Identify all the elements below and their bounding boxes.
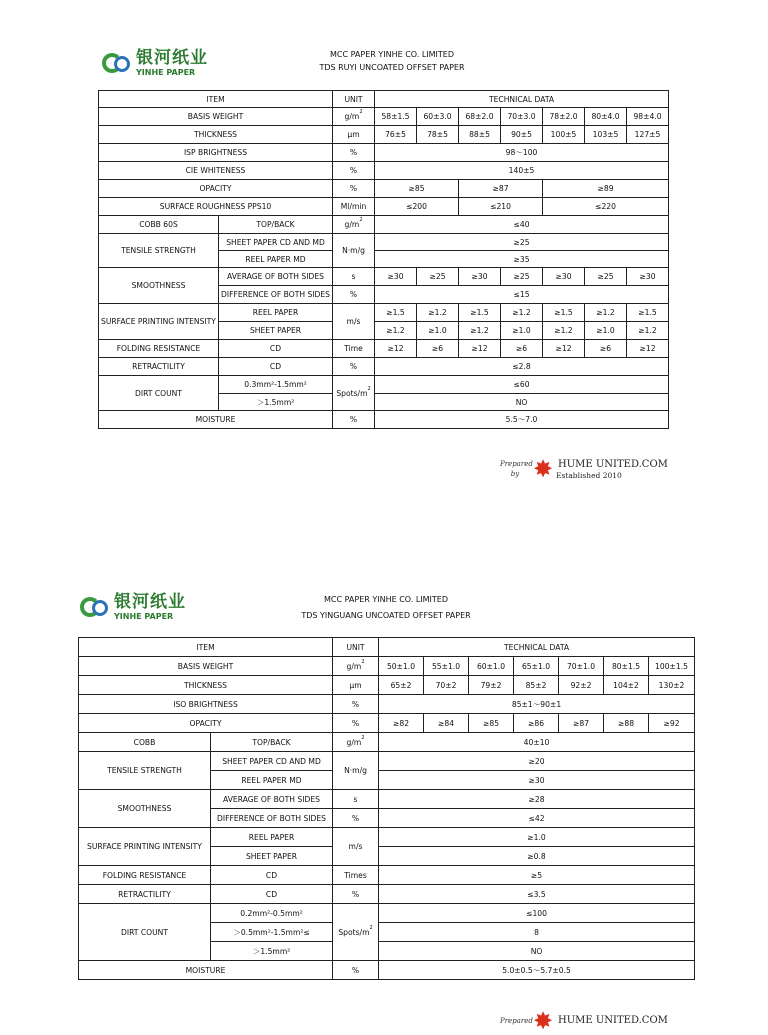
sub-label: REEL PAPER xyxy=(219,304,333,322)
unit-cell: % xyxy=(333,809,379,828)
row-label: COBB 60S xyxy=(99,216,219,234)
doc1-company: MCC PAPER YINHE CO. LIMITED xyxy=(329,50,455,59)
unit-cell: $g/m^2$ xyxy=(333,216,375,234)
unit-cell: Times xyxy=(333,866,379,885)
sub-label: CD xyxy=(211,885,333,904)
unit-cell: Spots/$m^2$ xyxy=(333,904,379,961)
value-cell: ≥87 xyxy=(559,714,604,733)
table-row xyxy=(99,91,669,108)
value-cell: ≥30 xyxy=(627,268,669,286)
value-cell: 50±1.0 xyxy=(379,657,424,676)
value-cell: ≥25 xyxy=(501,268,543,286)
value-cell: ≥28 xyxy=(379,790,695,809)
unit-cell: % xyxy=(333,411,375,429)
value-cell: ≥0.8 xyxy=(379,847,695,866)
unit-cell: $g/m^2$ xyxy=(333,733,379,752)
value-cell: ≥6 xyxy=(585,340,627,358)
value-cell: 78±2.0 xyxy=(543,108,585,126)
value-cell: ≤60 xyxy=(375,376,669,394)
value-cell: ≥1.0 xyxy=(417,322,459,340)
prepared-established: Established 2010 xyxy=(556,470,622,480)
value-cell: ≤42 xyxy=(379,809,695,828)
table-row xyxy=(79,657,695,676)
value-cell: 60±3.0 xyxy=(417,108,459,126)
value-cell: 70±1.0 xyxy=(559,657,604,676)
header-technical-data: TECHNICAL DATA xyxy=(375,91,669,108)
value-cell: 76±5 xyxy=(375,126,417,144)
prepared-company: HUME UNITED.COM xyxy=(558,458,668,470)
row-label: RETRACTILITY xyxy=(99,358,219,376)
table-row xyxy=(99,411,669,429)
table-row xyxy=(79,676,695,695)
row-label: SURFACE ROUGHNESS PPS10 xyxy=(99,198,333,216)
unit-cell: m/s xyxy=(333,828,379,866)
value-cell: 78±5 xyxy=(417,126,459,144)
logo-english-name: YINHE PAPER xyxy=(114,612,174,621)
value-cell: ≥25 xyxy=(375,234,669,251)
maple-leaf-icon: ✸ xyxy=(532,1007,554,1035)
table-row xyxy=(79,733,695,752)
unit-cell: μm xyxy=(333,676,379,695)
value-cell: 140±5 xyxy=(375,162,669,180)
doc2-header xyxy=(2,592,768,624)
doc1-title: TDS RUYI UNCOATED OFFSET PAPER xyxy=(319,63,465,72)
header-item: ITEM xyxy=(99,91,333,108)
table-row xyxy=(99,234,669,251)
header-unit: UNIT xyxy=(333,91,375,108)
table-row xyxy=(79,828,695,847)
table-row xyxy=(99,180,669,198)
value-cell: 85±1～90±1 xyxy=(379,695,695,714)
header-technical-data: TECHNICAL DATA xyxy=(379,638,695,657)
value-cell: ≥1.2 xyxy=(375,322,417,340)
row-label: DIRT COUNT xyxy=(99,376,219,411)
value-cell: 8 xyxy=(379,923,695,942)
sub-label: 0.3mm²-1.5mm² xyxy=(219,376,333,394)
unit-cell: s xyxy=(333,790,379,809)
value-cell: ≤200 xyxy=(375,198,459,216)
value-cell: ≥1.2 xyxy=(417,304,459,322)
value-cell: 5.5～7.0 xyxy=(375,411,669,429)
value-cell: ≥1.5 xyxy=(459,304,501,322)
value-cell: 90±5 xyxy=(501,126,543,144)
value-cell: ≤2.8 xyxy=(375,358,669,376)
value-cell: NO xyxy=(379,942,695,961)
value-cell: 70±2 xyxy=(424,676,469,695)
value-cell: 127±5 xyxy=(627,126,669,144)
table-row xyxy=(79,752,695,771)
table-row xyxy=(79,790,695,809)
value-cell: ≤210 xyxy=(459,198,543,216)
by-label: by xyxy=(510,470,520,478)
row-label: TENSILE STRENGTH xyxy=(99,234,219,268)
doc2-spec-table xyxy=(78,637,695,980)
value-cell: ≥25 xyxy=(417,268,459,286)
doc2-company: MCC PAPER YINHE CO. LIMITED xyxy=(323,595,449,604)
row-label: ISP BRIGHTNESS xyxy=(99,144,333,162)
value-cell: ≥20 xyxy=(379,752,695,771)
unit-cell: $g/m^2$ xyxy=(333,657,379,676)
row-label: COBB xyxy=(79,733,211,752)
value-cell: ≥1.2 xyxy=(459,322,501,340)
value-cell: ≥84 xyxy=(424,714,469,733)
value-cell: 60±1.0 xyxy=(469,657,514,676)
value-cell: ≥1.2 xyxy=(543,322,585,340)
value-cell: ≤15 xyxy=(375,286,669,304)
unit-cell: % xyxy=(333,961,379,980)
logo-chinese-name: 银河纸业 xyxy=(136,48,208,68)
value-cell: 100±5 xyxy=(543,126,585,144)
value-cell: ≤100 xyxy=(379,904,695,923)
value-cell: ≥5 xyxy=(379,866,695,885)
value-cell: 100±1.5 xyxy=(649,657,695,676)
row-label: MOISTURE xyxy=(99,411,333,429)
value-cell: 65±2 xyxy=(379,676,424,695)
row-label: MOISTURE xyxy=(79,961,333,980)
table-row xyxy=(99,268,669,286)
header-item: ITEM xyxy=(79,638,333,657)
value-cell: ≥82 xyxy=(379,714,424,733)
row-label: THICKNESS xyxy=(79,676,333,695)
sub-label: AVERAGE OF BOTH SIDES xyxy=(219,268,333,286)
table-row xyxy=(79,885,695,904)
value-cell: ≥89 xyxy=(543,180,669,198)
sub-label: ＞1.5mm² xyxy=(211,942,333,961)
sub-label: SHEET PAPER xyxy=(211,847,333,866)
value-cell: ≥30 xyxy=(375,268,417,286)
value-cell: ≤220 xyxy=(543,198,669,216)
value-cell: ≥1.2 xyxy=(627,322,669,340)
sub-label: SHEET PAPER xyxy=(219,322,333,340)
value-cell: ≥6 xyxy=(417,340,459,358)
doc1-spec-table xyxy=(98,90,669,429)
value-cell: 79±2 xyxy=(469,676,514,695)
value-cell: NO xyxy=(375,394,669,411)
row-label: OPACITY xyxy=(79,714,333,733)
table-row xyxy=(79,638,695,657)
table-row xyxy=(99,358,669,376)
prepared-label: Prepared xyxy=(500,460,533,468)
unit-cell: % xyxy=(333,885,379,904)
table-row xyxy=(99,144,669,162)
value-cell: 58±1.5 xyxy=(375,108,417,126)
sub-label: REEL PAPER MD xyxy=(211,771,333,790)
doc2-title: TDS YINGUANG UNCOATED OFFSET PAPER xyxy=(301,611,471,620)
sub-label: 0.2mm²-0.5mm² xyxy=(211,904,333,923)
row-label: SMOOTHNESS xyxy=(79,790,211,828)
sub-label: CD xyxy=(219,358,333,376)
row-label: ISO BRIGHTNESS xyxy=(79,695,333,714)
prepared-company: HUME UNITED.COM xyxy=(558,1015,668,1026)
table-row xyxy=(79,695,695,714)
table-row xyxy=(99,340,669,358)
value-cell: ≥87 xyxy=(459,180,543,198)
row-label: THICKNESS xyxy=(99,126,333,144)
value-cell: 92±2 xyxy=(559,676,604,695)
value-cell: 80±4.0 xyxy=(585,108,627,126)
value-cell: ≥1.5 xyxy=(627,304,669,322)
value-cell: ≥12 xyxy=(543,340,585,358)
table-row xyxy=(99,198,669,216)
table-row xyxy=(99,304,669,322)
unit-cell: Spots/$m^2$ xyxy=(333,376,375,411)
row-label: SURFACE PRINTING INTENSITY xyxy=(79,828,211,866)
value-cell: ≤3.5 xyxy=(379,885,695,904)
value-cell: ≥12 xyxy=(459,340,501,358)
row-label: BASIS WEIGHT xyxy=(79,657,333,676)
table-row xyxy=(99,162,669,180)
value-cell: 68±2.0 xyxy=(459,108,501,126)
value-cell: ≥12 xyxy=(627,340,669,358)
unit-cell: % xyxy=(333,286,375,304)
unit-cell: % xyxy=(333,162,375,180)
unit-cell: $g/m^2$ xyxy=(333,108,375,126)
value-cell: 55±1.0 xyxy=(424,657,469,676)
value-cell: 98～100 xyxy=(375,144,669,162)
table-row xyxy=(79,714,695,733)
value-cell: ≥85 xyxy=(375,180,459,198)
row-label: FOLDING RESISTANCE xyxy=(79,866,211,885)
doc1-header xyxy=(8,48,768,74)
row-label: CIE WHITENESS xyxy=(99,162,333,180)
table-row xyxy=(99,126,669,144)
table-row xyxy=(99,108,669,126)
value-cell: ≥30 xyxy=(459,268,501,286)
sub-label: TOP/BACK xyxy=(219,216,333,234)
unit-cell: % xyxy=(333,358,375,376)
value-cell: ≥6 xyxy=(501,340,543,358)
value-cell: ≥1.0 xyxy=(379,828,695,847)
row-label: TENSILE STRENGTH xyxy=(79,752,211,790)
table-row xyxy=(79,961,695,980)
value-cell: 103±5 xyxy=(585,126,627,144)
row-label: FOLDING RESISTANCE xyxy=(99,340,219,358)
value-cell: ≥86 xyxy=(514,714,559,733)
value-cell: ≥85 xyxy=(469,714,514,733)
value-cell: 104±2 xyxy=(604,676,649,695)
sub-label: SHEET PAPER CD AND MD xyxy=(211,752,333,771)
sub-label: CD xyxy=(219,340,333,358)
value-cell: ≥1.2 xyxy=(501,304,543,322)
value-cell: ≥88 xyxy=(604,714,649,733)
sub-label: REEL PAPER xyxy=(211,828,333,847)
sub-label: AVERAGE OF BOTH SIDES xyxy=(211,790,333,809)
row-label: BASIS WEIGHT xyxy=(99,108,333,126)
value-cell: 65±1.0 xyxy=(514,657,559,676)
table-row xyxy=(79,904,695,923)
prepared-by-stamp xyxy=(500,456,668,482)
unit-cell: % xyxy=(333,180,375,198)
sub-label: DIFFERENCE OF BOTH SIDES xyxy=(211,809,333,828)
value-cell: ≥1.5 xyxy=(375,304,417,322)
value-cell: 80±1.5 xyxy=(604,657,649,676)
table-row xyxy=(99,376,669,394)
prepared-label: Prepared xyxy=(500,1017,533,1025)
value-cell: ≥1.0 xyxy=(585,322,627,340)
sub-label: ＞0.5mm²-1.5mm²≤ xyxy=(211,923,333,942)
sub-label: REEL PAPER MD xyxy=(219,251,333,268)
value-cell: 130±2 xyxy=(649,676,695,695)
unit-cell: μm xyxy=(333,126,375,144)
value-cell: 40±10 xyxy=(379,733,695,752)
maple-leaf-icon: ✸ xyxy=(532,455,554,483)
sub-label: DIFFERENCE OF BOTH SIDES xyxy=(219,286,333,304)
logo-chinese-name: 银河纸业 xyxy=(114,592,186,612)
prepared-by-stamp xyxy=(500,1008,668,1034)
unit-cell: % xyxy=(333,144,375,162)
unit-cell: N·m/g xyxy=(333,752,379,790)
value-cell: ≥25 xyxy=(585,268,627,286)
value-cell: ≥30 xyxy=(379,771,695,790)
value-cell: ≥1.2 xyxy=(585,304,627,322)
value-cell: ≥92 xyxy=(649,714,695,733)
value-cell: ≥12 xyxy=(375,340,417,358)
unit-cell: Ml/min xyxy=(333,198,375,216)
row-label: DIRT COUNT xyxy=(79,904,211,961)
logo-english-name: YINHE PAPER xyxy=(136,68,196,77)
unit-cell: Time xyxy=(333,340,375,358)
table-row xyxy=(79,866,695,885)
unit-cell: s xyxy=(333,268,375,286)
unit-cell: % xyxy=(333,695,379,714)
value-cell: 88±5 xyxy=(459,126,501,144)
sub-label: SHEET PAPER CD AND MD xyxy=(219,234,333,251)
row-label: SMOOTHNESS xyxy=(99,268,219,304)
value-cell: 85±2 xyxy=(514,676,559,695)
value-cell: 70±3.0 xyxy=(501,108,543,126)
table-row xyxy=(99,216,669,234)
unit-cell: % xyxy=(333,714,379,733)
value-cell: ≥1.0 xyxy=(501,322,543,340)
value-cell: 5.0±0.5～5.7±0.5 xyxy=(379,961,695,980)
value-cell: ≥30 xyxy=(543,268,585,286)
row-label: OPACITY xyxy=(99,180,333,198)
row-label: SURFACE PRINTING INTENSITY xyxy=(99,304,219,340)
value-cell: ≥35 xyxy=(375,251,669,268)
value-cell: ≤40 xyxy=(375,216,669,234)
unit-cell: m/s xyxy=(333,304,375,340)
sub-label: TOP/BACK xyxy=(211,733,333,752)
row-label: RETRACTILITY xyxy=(79,885,211,904)
unit-cell: N·m/g xyxy=(333,234,375,268)
sub-label: ＞1.5mm² xyxy=(219,394,333,411)
header-unit: UNIT xyxy=(333,638,379,657)
sub-label: CD xyxy=(211,866,333,885)
value-cell: ≥1.5 xyxy=(543,304,585,322)
value-cell: 98±4.0 xyxy=(627,108,669,126)
